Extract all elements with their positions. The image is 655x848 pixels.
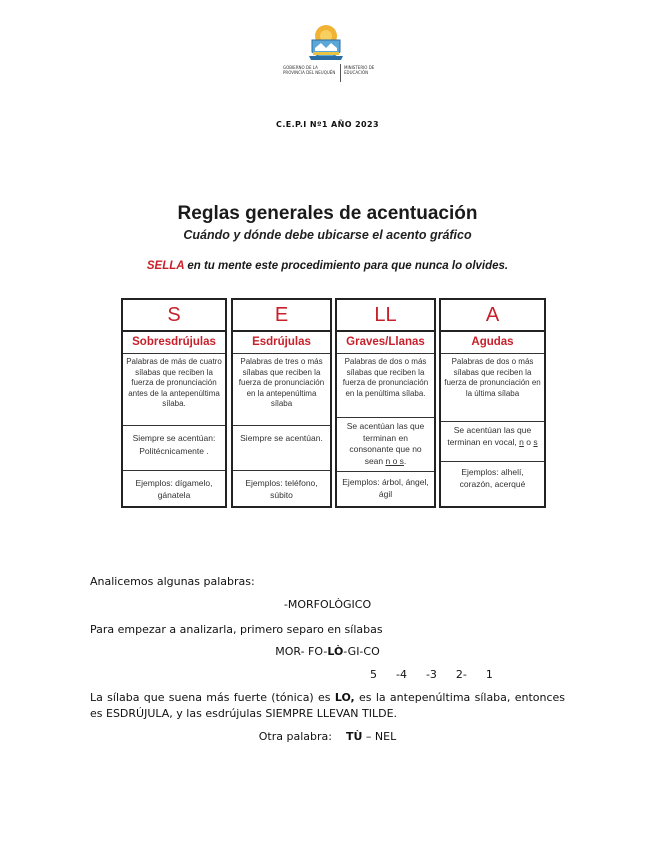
rule-prefix: Se acentúan las que terminan en vocal, — [447, 425, 532, 447]
column-definition: Palabras de dos o más sílabas que reciben la fuerza de pronunciación en la penúltima sílaba. — [337, 354, 434, 418]
syllables-post: -GI-CO — [343, 645, 380, 658]
sella-word: SELLA — [146, 260, 185, 272]
syllable-split — [0, 645, 655, 658]
separate-instruction: Para empezar a analizarla, primero separo en sílabas — [90, 623, 383, 636]
column-rule: Siempre se acentúan: Politécnicamente . — [123, 426, 225, 471]
rule-letters: n o s — [385, 455, 404, 466]
other-rest: – NEL — [362, 730, 397, 743]
rule-letter-s: s — [533, 436, 538, 447]
rules-subtitle: Cuándo y dónde debe ubicarse el acento gráfico — [183, 228, 472, 242]
column-name: Agudas — [441, 332, 544, 354]
rule-letter-o: o — [526, 436, 532, 447]
column-esdrujulas — [231, 298, 332, 508]
column-name: Sobresdrújulas — [123, 332, 225, 354]
column-examples: Ejemplos: árbol, ángel, ágil — [342, 477, 429, 499]
column-examples: Ejemplos: alhelí, corazón, acerqué — [459, 467, 526, 489]
rule-prefix: Se acentúan las que terminan en consonante que no sean — [346, 421, 425, 466]
rule-letter-n: n — [519, 436, 524, 447]
school-year-heading: C.E.P.I Nº1 AÑO 2023 — [276, 120, 379, 129]
sella-instruction — [0, 260, 655, 272]
government-label: GOBIERNO DE LA PROVINCIA DEL NEUQUÉN — [283, 65, 336, 75]
column-letter: A — [441, 300, 544, 332]
rules-title: Reglas generales de acentuación — [177, 203, 478, 224]
explanation-paragraph — [90, 690, 565, 722]
other-stressed: TÙ — [345, 730, 363, 743]
column-rule — [337, 418, 434, 472]
column-examples: Ejemplos: dígamelo, gánatela — [135, 478, 213, 500]
column-agudas — [439, 298, 546, 508]
logo-divider — [340, 64, 341, 82]
ministry-label: MINISTERIO DE EDUCACIÓN — [344, 65, 375, 75]
column-rule — [441, 422, 544, 462]
other-label: Otra palabra: — [258, 730, 332, 743]
column-sobresdrujulas — [121, 298, 227, 508]
column-graves-llanas — [335, 298, 436, 508]
explain-part1: La sílaba que suena más fuerte (tónica) es — [90, 691, 335, 704]
column-definition: Palabras de más de cuatro sílabas que reciben la fuerza de pronunciación antes de la antepenúltima sílaba. — [123, 354, 225, 426]
column-letter: E — [233, 300, 330, 332]
explain-bold: LO, — [334, 691, 355, 704]
explain-part2: es la antepenúltima sílaba, entonces es ESDRÚJULA, y las esdrújulas SIEMPRE LLEVAN TILDE. — [90, 691, 565, 720]
column-letter: LL — [337, 300, 434, 332]
column-rule: Siempre se acentúan. — [233, 426, 330, 471]
column-name: Graves/Llanas — [337, 332, 434, 354]
column-definition: Palabras de dos o más sílabas que reciben la fuerza de pronunciación en la última sílaba — [441, 354, 544, 422]
other-word-line — [0, 730, 655, 743]
rule-suffix: . — [403, 455, 407, 466]
sella-rest: en tu mente este procedimiento para que nunca lo olvides. — [184, 260, 509, 272]
analyze-intro: Analicemos algunas palabras: — [90, 575, 255, 588]
syllable-numbers: 5 -4 -3 2- 1 — [370, 668, 493, 681]
column-letter: S — [123, 300, 225, 332]
syllables-pre: MOR- FO- — [275, 645, 328, 658]
province-crest-logo — [305, 22, 347, 66]
example-word: -MORFOLÒGICO — [283, 598, 372, 611]
column-examples: Ejemplos: teléfono, súbito — [245, 478, 318, 500]
syllable-stressed: LÒ — [327, 645, 344, 658]
column-name: Esdrújulas — [233, 332, 330, 354]
column-definition: Palabras de tres o más sílabas que reciben la fuerza de pronunciación en la antepenúltima sílaba — [233, 354, 330, 426]
